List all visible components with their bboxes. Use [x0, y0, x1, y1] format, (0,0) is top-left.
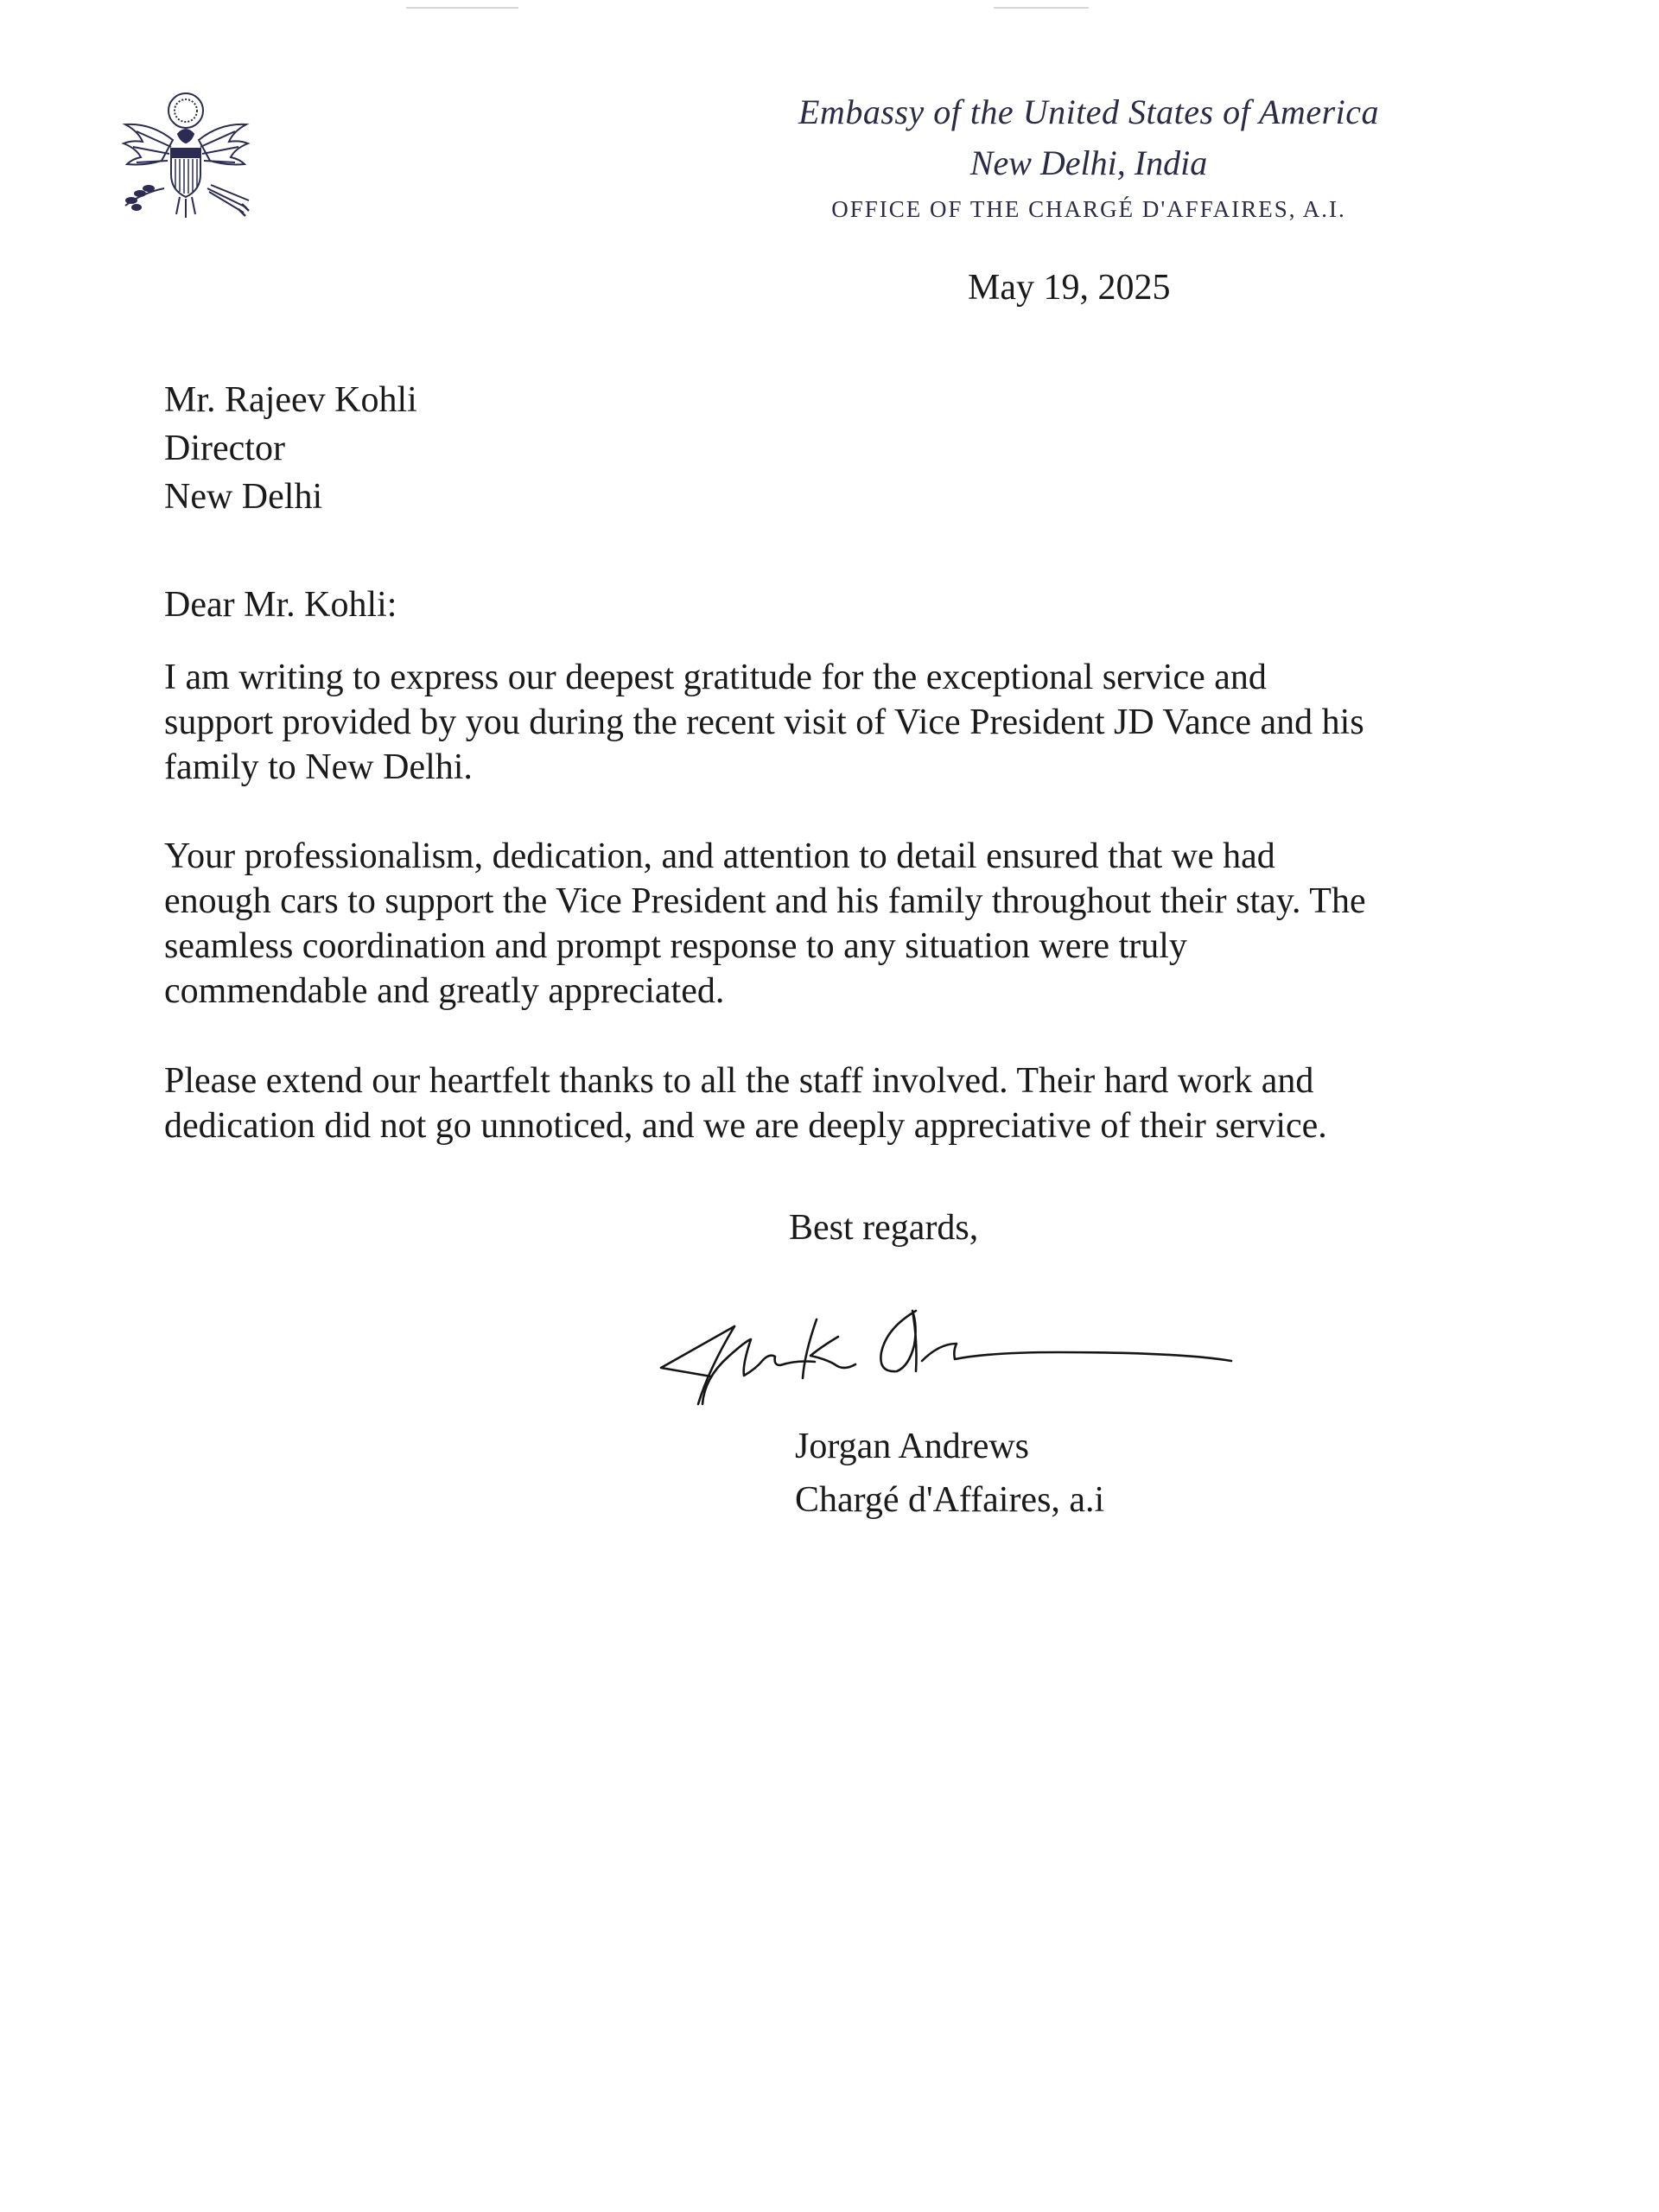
salutation: Dear Mr. Kohli:: [164, 585, 397, 625]
signer-title: Chargé d'Affaires, a.i: [795, 1480, 1105, 1520]
body-paragraph: [164, 1058, 1512, 1148]
scan-artifact: [994, 7, 1089, 9]
paragraph-line: support provided by you during the recent visit of Vice President JD Vance and his: [164, 702, 1364, 742]
letter-date: May 19, 2025: [968, 268, 1171, 308]
body-paragraph: [164, 834, 1512, 1014]
paragraph-line: seamless coordination and prompt response to any situation were truly: [164, 926, 1187, 966]
letterhead-embassy-name: Embassy of the United States of America: [798, 92, 1379, 131]
paragraph-line: enough cars to support the Vice President and his family throughout their stay. The: [164, 881, 1366, 921]
scan-artifact: [406, 7, 518, 9]
body-paragraph: [164, 655, 1512, 790]
paragraph-line: Please extend our heartfelt thanks to all the staff involved. Their hard work and: [164, 1061, 1314, 1101]
recipient-title: Director: [164, 429, 285, 468]
paragraph-line: Your professionalism, dedication, and attention to detail ensured that we had: [164, 836, 1275, 876]
letterhead-city: New Delhi, India: [969, 143, 1208, 182]
handwritten-signature: [652, 1300, 1283, 1413]
great-seal-eagle-icon: [104, 86, 268, 225]
recipient-name: Mr. Rajeev Kohli: [164, 380, 417, 420]
signer-name: Jorgan Andrews: [795, 1427, 1030, 1466]
paragraph-line: I am writing to express our deepest gratitude for the exceptional service and: [164, 658, 1267, 697]
closing: Best regards,: [789, 1208, 979, 1248]
signer-block: [795, 1420, 1104, 1527]
paragraph-line: family to New Delhi.: [164, 747, 473, 787]
paragraph-line: dedication did not go unnoticed, and we are deeply appreciative of their service.: [164, 1106, 1327, 1146]
letterhead: [657, 86, 1521, 230]
paragraph-line: commendable and greatly appreciated.: [164, 971, 725, 1011]
recipient-block: [164, 376, 417, 521]
letterhead-office: OFFICE OF THE CHARGÉ D'AFFAIRES, A.I.: [831, 196, 1346, 222]
recipient-city: New Delhi: [164, 477, 323, 517]
